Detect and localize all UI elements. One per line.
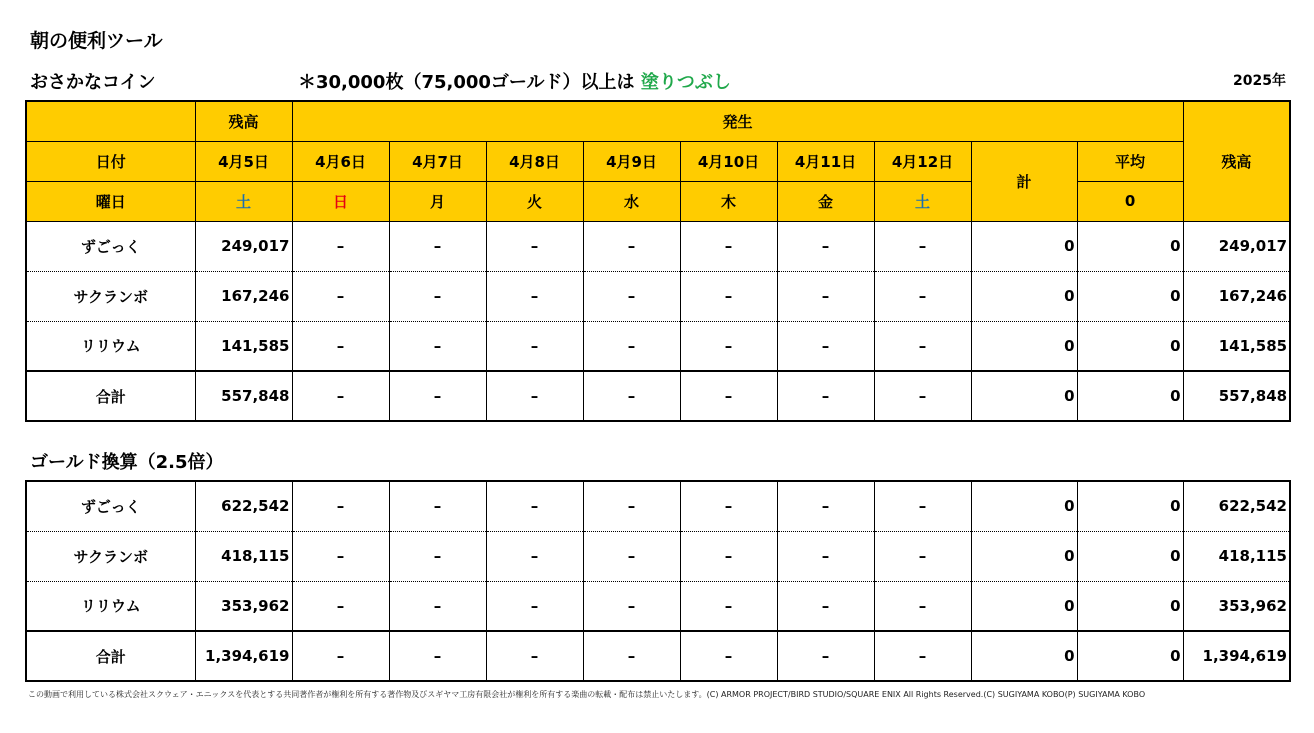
header-blank	[26, 101, 195, 141]
table-row	[26, 271, 1290, 321]
row-sum: 0	[971, 531, 1077, 581]
row-daily-value: –	[583, 371, 680, 421]
header-date: 4月11日	[777, 141, 874, 181]
header-weekday: 火	[486, 181, 583, 221]
table-row	[26, 321, 1290, 371]
row-balance: 418,115	[195, 531, 292, 581]
row-average: 0	[1077, 321, 1183, 371]
header-date: 4月9日	[583, 141, 680, 181]
header-weekday-label: 曜日	[26, 181, 195, 221]
row-final-balance: 141,585	[1183, 321, 1290, 371]
row-balance: 167,246	[195, 271, 292, 321]
row-daily-value: –	[777, 221, 874, 271]
row-daily-value: –	[292, 481, 389, 531]
header-base-weekday: 土	[195, 181, 292, 221]
row-final-balance: 249,017	[1183, 221, 1290, 271]
row-daily-value: –	[389, 221, 486, 271]
row-daily-value: –	[292, 271, 389, 321]
note-highlight: 塗りつぶし	[640, 72, 731, 93]
row-final-balance: 622,542	[1183, 481, 1290, 531]
row-daily-value: –	[389, 631, 486, 681]
row-daily-value: –	[680, 531, 777, 581]
row-daily-value: –	[583, 221, 680, 271]
row-daily-value: –	[292, 221, 389, 271]
row-daily-value: –	[486, 271, 583, 321]
header-base-date: 4月5日	[195, 141, 292, 181]
row-balance: 1,394,619	[195, 631, 292, 681]
header-date: 4月8日	[486, 141, 583, 181]
row-daily-value: –	[486, 221, 583, 271]
header-weekday: 土	[874, 181, 971, 221]
row-daily-value: –	[292, 631, 389, 681]
row-balance: 557,848	[195, 371, 292, 421]
table-row	[26, 371, 1290, 421]
row-daily-value: –	[777, 631, 874, 681]
row-daily-value: –	[486, 631, 583, 681]
coin-rows	[26, 221, 1290, 421]
row-final-balance: 353,962	[1183, 581, 1290, 631]
row-daily-value: –	[292, 531, 389, 581]
row-daily-value: –	[486, 321, 583, 371]
row-daily-value: –	[777, 581, 874, 631]
row-daily-value: –	[680, 271, 777, 321]
header-weekday: 月	[389, 181, 486, 221]
row-name: リリウム	[26, 581, 195, 631]
header-average-value: 0	[1077, 181, 1183, 221]
row-daily-value: –	[680, 321, 777, 371]
row-daily-value: –	[583, 271, 680, 321]
header-balance: 残高	[195, 101, 292, 141]
row-sum: 0	[971, 481, 1077, 531]
row-average: 0	[1077, 271, 1183, 321]
row-daily-value: –	[874, 221, 971, 271]
row-daily-value: –	[874, 321, 971, 371]
row-final-balance: 557,848	[1183, 371, 1290, 421]
row-daily-value: –	[389, 581, 486, 631]
row-daily-value: –	[486, 531, 583, 581]
table-row	[26, 221, 1290, 271]
row-daily-value: –	[680, 371, 777, 421]
copyright-footer: この動画で利用している株式会社スクウェア・エニックスを代表とする共同著作者が権利を所有する著作物及びスギヤマ工房有限会社が権利を所有する楽曲の転載・配布は禁止いたします。(C) ARMOR PROJECT/BIRD STUDIO/SQUARE ENIX All Rights Reserved.(C) SUGIYAMA KOBO(P) SUGIYAMA KOBO	[28, 690, 1146, 699]
row-daily-value: –	[389, 321, 486, 371]
row-average: 0	[1077, 631, 1183, 681]
highlight-note	[298, 68, 731, 94]
row-sum: 0	[971, 321, 1077, 371]
header-occurrence: 発生	[292, 101, 1183, 141]
row-name: リリウム	[26, 321, 195, 371]
row-daily-value: –	[583, 581, 680, 631]
row-final-balance: 1,394,619	[1183, 631, 1290, 681]
row-daily-value: –	[874, 631, 971, 681]
row-daily-value: –	[292, 371, 389, 421]
note-prefix: ＊30,000枚（75,000ゴールド）以上は	[298, 72, 641, 93]
coin-section-title: おさかなコイン	[30, 72, 156, 93]
row-daily-value: –	[389, 371, 486, 421]
row-average: 0	[1077, 481, 1183, 531]
row-daily-value: –	[292, 321, 389, 371]
row-daily-value: –	[486, 581, 583, 631]
table-row	[26, 481, 1290, 531]
header-sum: 計	[971, 141, 1077, 221]
row-daily-value: –	[486, 371, 583, 421]
row-final-balance: 418,115	[1183, 531, 1290, 581]
row-balance: 141,585	[195, 321, 292, 371]
row-average: 0	[1077, 371, 1183, 421]
table-row	[26, 531, 1290, 581]
row-daily-value: –	[874, 581, 971, 631]
row-daily-value: –	[680, 481, 777, 531]
row-name: サクランボ	[26, 531, 195, 581]
header-date: 4月6日	[292, 141, 389, 181]
row-name: ずごっく	[26, 481, 195, 531]
row-daily-value: –	[874, 371, 971, 421]
table-row	[26, 581, 1290, 631]
row-daily-value: –	[777, 531, 874, 581]
row-daily-value: –	[680, 581, 777, 631]
row-daily-value: –	[389, 271, 486, 321]
row-daily-value: –	[292, 581, 389, 631]
year-label: 2025年	[1233, 73, 1286, 89]
row-daily-value: –	[777, 481, 874, 531]
row-daily-value: –	[777, 371, 874, 421]
row-daily-value: –	[777, 271, 874, 321]
row-daily-value: –	[583, 321, 680, 371]
gold-section-title: ゴールド換算（2.5倍）	[30, 452, 224, 473]
row-sum: 0	[971, 221, 1077, 271]
header-date: 4月7日	[389, 141, 486, 181]
row-average: 0	[1077, 581, 1183, 631]
row-sum: 0	[971, 631, 1077, 681]
row-daily-value: –	[777, 321, 874, 371]
row-daily-value: –	[874, 271, 971, 321]
header-date: 4月10日	[680, 141, 777, 181]
row-daily-value: –	[486, 481, 583, 531]
row-daily-value: –	[680, 221, 777, 271]
row-sum: 0	[971, 371, 1077, 421]
row-balance: 249,017	[195, 221, 292, 271]
header-final-balance: 残高	[1183, 101, 1290, 221]
row-daily-value: –	[389, 481, 486, 531]
gold-rows	[26, 481, 1290, 681]
page-title: 朝の便利ツール	[30, 30, 163, 52]
row-balance: 622,542	[195, 481, 292, 531]
row-average: 0	[1077, 531, 1183, 581]
header-date: 4月12日	[874, 141, 971, 181]
row-sum: 0	[971, 581, 1077, 631]
row-sum: 0	[971, 271, 1077, 321]
row-daily-value: –	[583, 481, 680, 531]
row-daily-value: –	[874, 531, 971, 581]
row-name: 合計	[26, 371, 195, 421]
row-average: 0	[1077, 221, 1183, 271]
row-name: 合計	[26, 631, 195, 681]
header-average: 平均	[1077, 141, 1183, 181]
row-daily-value: –	[874, 481, 971, 531]
row-balance: 353,962	[195, 581, 292, 631]
header-weekday: 金	[777, 181, 874, 221]
header-weekday: 木	[680, 181, 777, 221]
coin-table	[25, 100, 1291, 422]
row-name: サクランボ	[26, 271, 195, 321]
row-name: ずごっく	[26, 221, 195, 271]
row-daily-value: –	[680, 631, 777, 681]
gold-table	[25, 480, 1291, 682]
row-daily-value: –	[389, 531, 486, 581]
header-weekday: 水	[583, 181, 680, 221]
table-row	[26, 631, 1290, 681]
header-date-label: 日付	[26, 141, 195, 181]
row-daily-value: –	[583, 631, 680, 681]
header-weekday: 日	[292, 181, 389, 221]
row-daily-value: –	[583, 531, 680, 581]
row-final-balance: 167,246	[1183, 271, 1290, 321]
